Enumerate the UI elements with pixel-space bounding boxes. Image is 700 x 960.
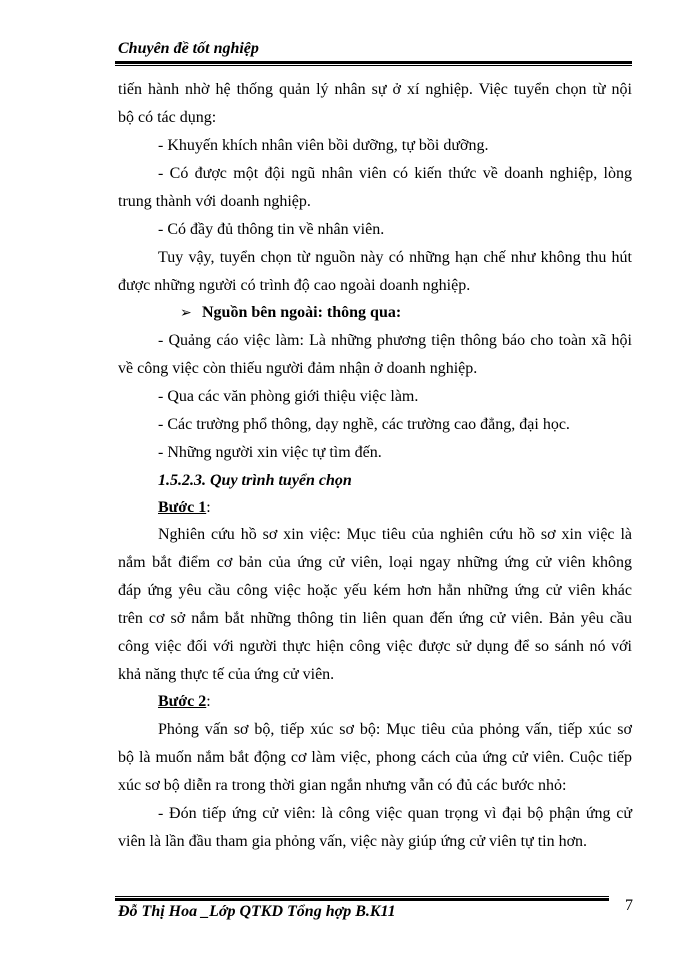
text-line: được những người có trình độ cao ngoài doanh nghiệp. xyxy=(118,277,471,294)
page-header-title: Chuyên đề tốt nghiệp xyxy=(118,40,259,57)
step-label-text: Bước 1 xyxy=(158,499,207,516)
footer-author: Đỗ Thị Hoa _Lớp QTKD Tổng hợp B.K11 xyxy=(118,903,396,920)
bullet-line: - Các trường phổ thông, dạy nghề, các trường cao đẳng, đại học. xyxy=(158,416,570,433)
text-line: xúc sơ bộ diễn ra trong thời gian ngắn nhưng vẫn có đủ các bước nhỏ: xyxy=(118,777,567,794)
text-line: về công việc còn thiếu người đảm nhận ở doanh nghiệp. xyxy=(118,360,478,377)
text-line: công việc đối với người thực hiện công việc được sử dụng để so sánh nó với xyxy=(118,638,632,655)
footer-rule xyxy=(115,896,609,901)
bullet-line: - Những người xin việc tự tìm đến. xyxy=(158,444,382,461)
bullet-line: - Có đầy đủ thông tin về nhân viên. xyxy=(158,221,385,238)
section-heading: 1.5.2.3. Quy trình tuyển chọn xyxy=(158,472,352,489)
bullet-line: - Đón tiếp ứng cử viên: là công việc quan trọng vì đại bộ phận ứng cử xyxy=(158,805,632,822)
text-line: bộ có tác dụng: xyxy=(118,109,217,126)
step-label-colon: : xyxy=(206,693,211,710)
text-line: nắm bắt điểm cơ bản của ứng cử viên, loại ngay những ứng cử viên không xyxy=(118,554,632,571)
text-line: tiến hành nhờ hệ thống quản lý nhân sự ở xí nghiệp. Việc tuyển chọn từ nội xyxy=(118,81,632,98)
step-label-text: Bước 2 xyxy=(158,693,207,710)
text-line: trên cơ sở nắm bắt những thông tin liên quan đến ứng cử viên. Bản yêu cầu xyxy=(118,610,632,627)
subheading-external-source xyxy=(180,302,694,325)
text-line: Nghiên cứu hồ sơ xin việc: Mục tiêu của nghiên cứu hồ sơ xin việc là xyxy=(158,526,632,543)
text-line: Phỏng vấn sơ bộ, tiếp xúc sơ bộ: Mục tiêu của phỏng vấn, tiếp xúc sơ xyxy=(158,721,632,738)
text-line: đáp ứng yêu cầu công việc hoặc yếu kém hơn hẳn những ứng cử viên khác xyxy=(118,582,632,599)
bullet-line: - Qua các văn phòng giới thiệu việc làm. xyxy=(158,388,419,405)
text-line: trung thành với doanh nghiệp. xyxy=(118,193,311,210)
step-1-label xyxy=(158,497,632,519)
text-line: bộ là muốn nắm bắt động cơ làm việc, phong cách của ứng cử viên. Cuộc tiếp xyxy=(118,749,632,766)
bullet-line: - Có được một đội ngũ nhân viên có kiến thức về doanh nghiệp, lòng xyxy=(158,165,632,182)
step-label-colon: : xyxy=(206,499,211,516)
bullet-line: - Khuyến khích nhân viên bồi dưỡng, tự bồi dưỡng. xyxy=(158,137,489,154)
text-line: viên là lần đầu tham gia phỏng vấn, việc này giúp ứng cử viên tự tin hơn. xyxy=(118,833,588,850)
text-line: khả năng thực tế của ứng cử viên. xyxy=(118,666,335,683)
subheading-text: Nguồn bên ngoài: thông qua: xyxy=(202,304,402,321)
text-line: Tuy vậy, tuyển chọn từ nguồn này có những hạn chế như không thu hút xyxy=(158,249,632,266)
step-2-label xyxy=(158,691,632,713)
bullet-line: - Quảng cáo việc làm: Là những phương tiện thông báo cho toàn xã hội xyxy=(158,332,632,349)
arrow-bullet-icon: ➢ xyxy=(180,306,192,321)
header-rule xyxy=(115,61,632,66)
page-number: 7 xyxy=(625,897,633,914)
